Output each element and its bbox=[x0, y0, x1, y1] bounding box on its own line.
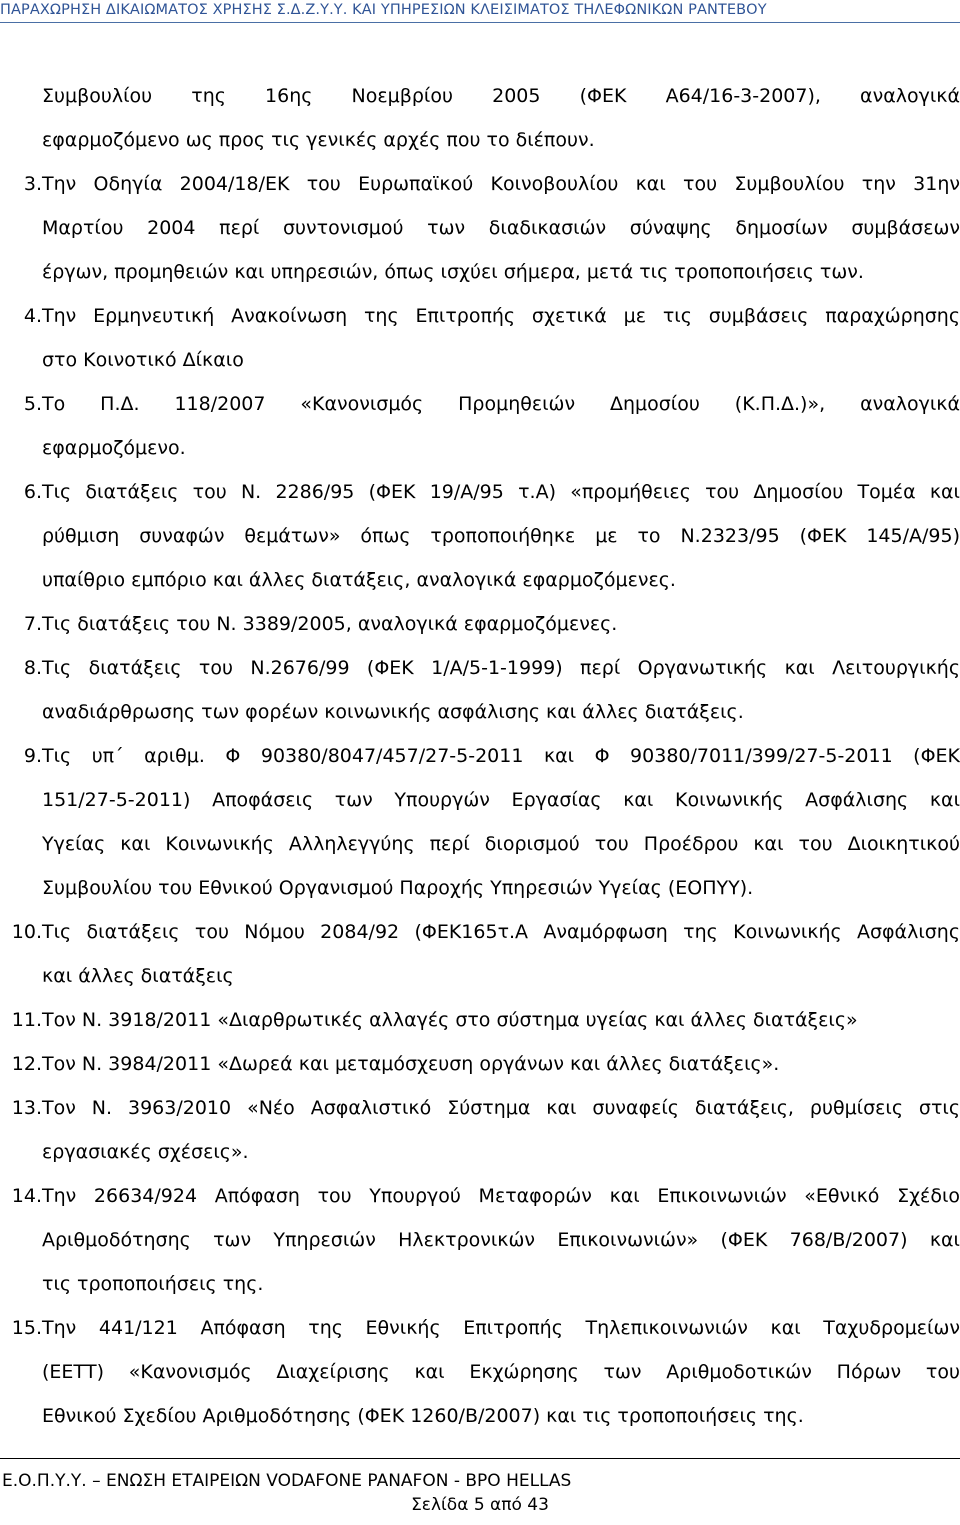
list-text: Την Ερμηνευτική Ανακοίνωση της Επιτροπής σχετικά με τις συμβάσεις παραχώρησης bbox=[42, 305, 960, 327]
list-item-line bbox=[0, 690, 960, 734]
list-text: εργασιακές σχέσεις». bbox=[42, 1141, 249, 1163]
list-text: Μαρτίου 2004 περί συντονισμού των διαδικασιών σύναψης δημοσίων συμβάσεων bbox=[42, 217, 960, 239]
list-text: και άλλες διατάξεις bbox=[42, 965, 234, 987]
list-text: αναδιάρθρωσης των φορέων κοινωνικής ασφάλισης και άλλες διατάξεις. bbox=[42, 701, 744, 723]
list-text: Τις διατάξεις του Ν.2676/99 (ΦΕΚ 1/Α/5-1-1999) περί Οργανωτικής και Λειτουργικής bbox=[42, 657, 960, 679]
continuation-line bbox=[0, 118, 960, 162]
continuation-text: εφαρμοζόμενο ως προς τις γενικές αρχές που το διέπουν. bbox=[42, 129, 595, 151]
list-text: Εθνικού Σχεδίου Αριθμοδότησης (ΦΕΚ 1260/Β/2007) και τις τροποποιήσεις της. bbox=[42, 1405, 804, 1427]
list-item-14 bbox=[0, 1174, 960, 1218]
list-item-7 bbox=[0, 602, 960, 646]
list-text: Τις διατάξεις του Ν. 3389/2005, αναλογικά εφαρμοζόμενες. bbox=[42, 613, 618, 635]
page-header bbox=[0, 0, 960, 23]
list-item-line bbox=[0, 1218, 960, 1262]
list-number: 5. bbox=[23, 393, 42, 415]
list-item-line bbox=[0, 514, 960, 558]
list-text: Την 26634/924 Απόφαση του Υπουργού Μεταφορών και Επικοινωνιών «Εθνικό Σχέδιο bbox=[42, 1185, 960, 1207]
list-number: 9. bbox=[23, 745, 42, 767]
footer-company: Ε.Ο.Π.Υ.Υ. – ΕΝΩΣΗ ΕΤΑΙΡΕΙΩΝ VODAFONE PANAFON - BPO HELLAS bbox=[2, 1471, 572, 1491]
list-number: 11. bbox=[11, 1009, 42, 1031]
list-text: Συμβουλίου του Εθνικού Οργανισμού Παροχής Υπηρεσιών Υγείας (ΕΟΠΥΥ). bbox=[42, 877, 754, 899]
list-number: 3. bbox=[23, 173, 42, 195]
list-item-line bbox=[0, 1262, 960, 1306]
list-item-4 bbox=[0, 294, 960, 338]
list-item-12 bbox=[0, 1042, 960, 1086]
list-item-8 bbox=[0, 646, 960, 690]
list-text: Το Π.Δ. 118/2007 «Κανονισμός Προμηθειών Δημοσίου (Κ.Π.Δ.)», αναλογικά bbox=[42, 393, 960, 415]
list-item-line bbox=[0, 558, 960, 602]
list-text: υπαίθριο εμπόριο και άλλες διατάξεις, αναλογικά εφαρμοζόμενες. bbox=[42, 569, 676, 591]
header-title: ΠΑΡΑΧΩΡΗΣΗ ΔΙΚΑΙΩΜΑΤΟΣ ΧΡΗΣΗΣ Σ.Δ.Ζ.Υ.Υ. ΚΑΙ ΥΠΗΡΕΣΙΩΝ ΚΛΕΙΣΙΜΑΤΟΣ ΤΗΛΕΦΩΝΙΚΩΝ ΡΑΝΤΕΒΟΥ bbox=[0, 2, 767, 18]
list-text: ρύθμιση συναφών θεμάτων» όπως τροποποιήθηκε με το Ν.2323/95 (ΦΕΚ 145/Α/95) bbox=[42, 525, 960, 547]
list-item-line bbox=[0, 778, 960, 822]
list-item-6 bbox=[0, 470, 960, 514]
list-item-line bbox=[0, 822, 960, 866]
list-item-line bbox=[0, 1130, 960, 1174]
list-item-line bbox=[0, 426, 960, 470]
list-text: Τον Ν. 3918/2011 «Διαρθρωτικές αλλαγές στο σύστημα υγείας και άλλες διατάξεις» bbox=[42, 1009, 858, 1031]
page-footer bbox=[0, 1458, 960, 1517]
list-number: 8. bbox=[23, 657, 42, 679]
list-text: 151/27-5-2011) Αποφάσεις των Υπουργών Εργασίας και Κοινωνικής Ασφάλισης και bbox=[42, 789, 960, 811]
list-text: Τις διατάξεις του Ν. 2286/95 (ΦΕΚ 19/Α/95 τ.Α) «προμήθειες του Δημοσίου Τομέα και bbox=[42, 481, 960, 503]
list-item-line bbox=[0, 206, 960, 250]
list-item-line bbox=[0, 954, 960, 998]
list-number: 4. bbox=[23, 305, 42, 327]
list-number: 15. bbox=[11, 1317, 42, 1339]
list-text: Τον Ν. 3984/2011 «Δωρεά και μεταμόσχευση οργάνων και άλλες διατάξεις». bbox=[42, 1053, 780, 1075]
list-number: 10. bbox=[11, 921, 42, 943]
list-text: Τον Ν. 3963/2010 «Νέο Ασφαλιστικό Σύστημα και συναφείς διατάξεις, ρυθμίσεις στις bbox=[42, 1097, 960, 1119]
list-text: Την 441/121 Απόφαση της Εθνικής Επιτροπής Τηλεπικοινωνιών και Ταχυδρομείων bbox=[42, 1317, 960, 1339]
list-text: στο Κοινοτικό Δίκαιο bbox=[42, 349, 244, 371]
list-item-3 bbox=[0, 162, 960, 206]
list-text: (ΕΕΤΤ) «Κανονισμός Διαχείρισης και Εκχώρησης των Αριθμοδοτικών Πόρων του bbox=[42, 1361, 960, 1383]
list-item-5 bbox=[0, 382, 960, 426]
list-number: 13. bbox=[11, 1097, 42, 1119]
list-item-line bbox=[0, 866, 960, 910]
list-text: εφαρμοζόμενο. bbox=[42, 437, 186, 459]
list-number: 12. bbox=[11, 1053, 42, 1075]
list-item-13 bbox=[0, 1086, 960, 1130]
list-number: 6. bbox=[23, 481, 42, 503]
list-item-line bbox=[0, 250, 960, 294]
list-text: Τις υπ΄ αριθμ. Φ 90380/8047/457/27-5-2011 και Φ 90380/7011/399/27-5-2011 (ΦΕΚ bbox=[42, 745, 960, 767]
page-number: Σελίδα 5 από 43 bbox=[411, 1495, 549, 1515]
list-text: Αριθμοδότησης των Υπηρεσιών Ηλεκτρονικών Επικοινωνιών» (ΦΕΚ 768/Β/2007) και bbox=[42, 1229, 960, 1251]
list-text: Υγείας και Κοινωνικής Αλληλεγγύης περί διορισμού του Προέδρου και του Διοικητικού bbox=[42, 833, 960, 855]
list-item-10 bbox=[0, 910, 960, 954]
list-text: Τις διατάξεις του Νόμου 2084/92 (ΦΕΚ165τ.Α Αναμόρφωση της Κοινωνικής Ασφάλισης bbox=[42, 921, 960, 943]
continuation-text: Συμβουλίου της 16ης Νοεμβρίου 2005 (ΦΕΚ Α64/16-3-2007), αναλογικά bbox=[42, 85, 960, 107]
list-item-line bbox=[0, 1394, 960, 1438]
continuation-line bbox=[0, 74, 960, 118]
list-item-9 bbox=[0, 734, 960, 778]
list-item-11 bbox=[0, 998, 960, 1042]
list-number: 7. bbox=[23, 613, 42, 635]
list-text: τις τροποποιήσεις της. bbox=[42, 1273, 264, 1295]
list-item-line bbox=[0, 1350, 960, 1394]
list-item-15 bbox=[0, 1306, 960, 1350]
list-text: έργων, προμηθειών και υπηρεσιών, όπως ισχύει σήμερα, μετά τις τροποποιήσεις των. bbox=[42, 261, 864, 283]
list-item-line bbox=[0, 338, 960, 382]
list-text: Την Οδηγία 2004/18/ΕΚ του Ευρωπαϊκού Κοινοβουλίου και του Συμβουλίου την 31ην bbox=[42, 173, 960, 195]
list-number: 14. bbox=[11, 1185, 42, 1207]
